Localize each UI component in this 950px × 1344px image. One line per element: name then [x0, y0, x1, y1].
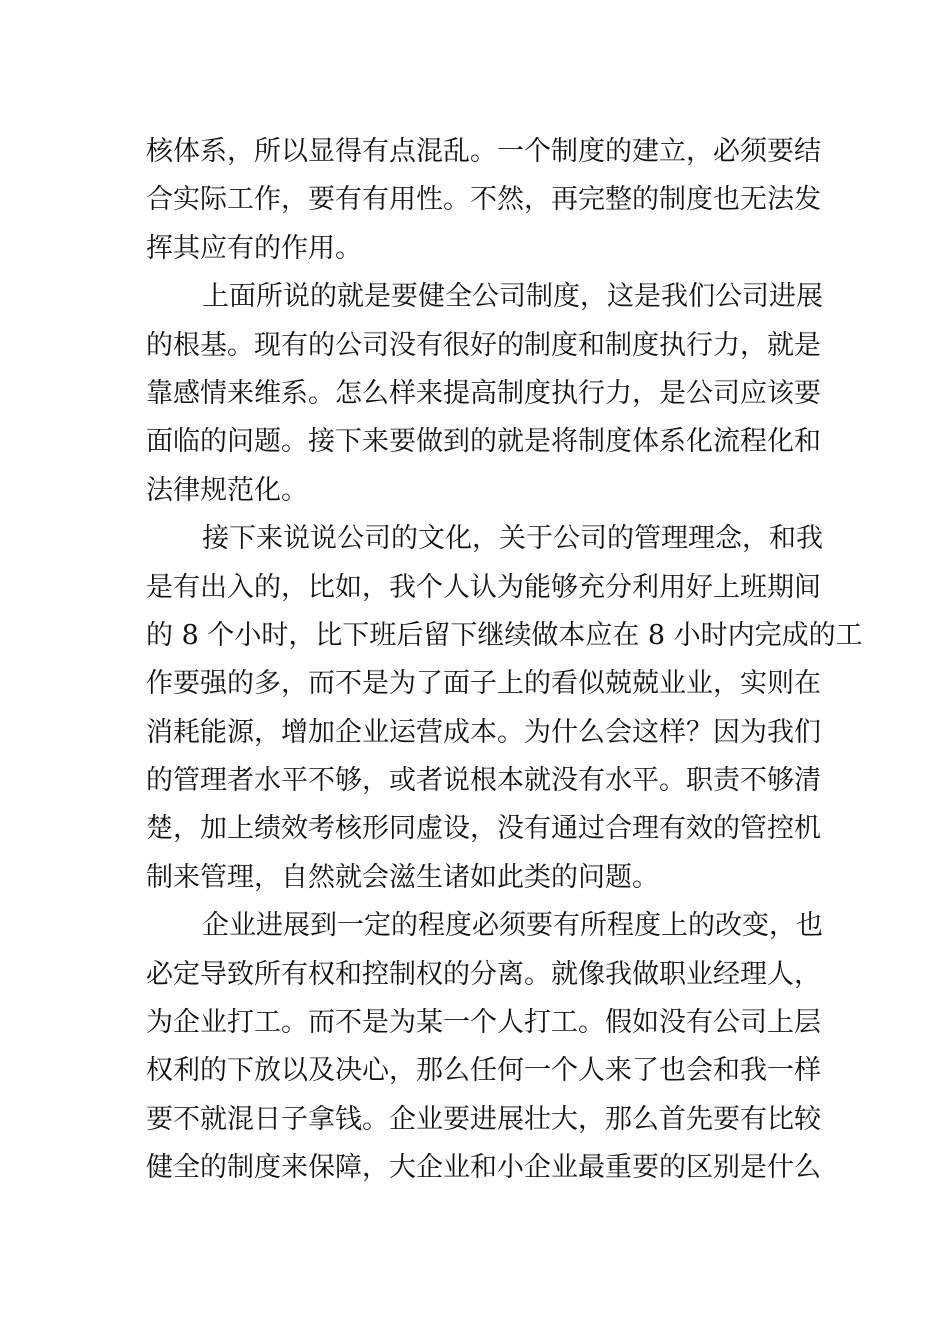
text-line: 权利的下放以及决心，那么任何一个人来了也会和我一样 — [146, 1055, 821, 1087]
text-line: 挥其应有的作用。 — [146, 232, 362, 264]
text-line: 接下来说说公司的文化，关于公司的管理理念，和我 — [202, 523, 823, 555]
text-line: 法律规范化。 — [146, 474, 308, 506]
text-line: 消耗能源，增加企业运营成本。为什么会这样？因为我们 — [146, 716, 821, 748]
text-line: 必定导致所有权和控制权的分离。就像我做职业经理人， — [146, 958, 821, 990]
text-line: 合实际工作，要有有用性。不然，再完整的制度也无法发 — [146, 184, 821, 216]
text-line: 的 8 个小时，比下班后留下继续做本应在 8 小时内完成的工 — [146, 619, 863, 651]
text-line: 的管理者水平不够，或者说根本就没有水平。职责不够清 — [146, 765, 821, 797]
paragraph-4 — [146, 902, 823, 1192]
text-line: 楚，加上绩效考核形同虚设，没有通过合理有效的管控机 — [146, 813, 821, 845]
text-line: 企业进展到一定的程度必须要有所程度上的改变，也 — [202, 910, 823, 942]
text-line: 要不就混日子拿钱。企业要进展壮大，那么首先要有比较 — [146, 1103, 821, 1135]
text-line: 健全的制度来保障，大企业和小企业最重要的区别是什么 — [146, 1152, 821, 1184]
text-line: 上面所说的就是要健全公司制度，这是我们公司进展 — [202, 281, 823, 313]
text-line: 为企业打工。而不是为某一个人打工。假如没有公司上层 — [146, 1007, 821, 1039]
text-line: 核体系，所以显得有点混乱。一个制度的建立，必须要结 — [146, 136, 821, 167]
text-line: 作要强的多，而不是为了面子上的看似兢兢业业，实则在 — [146, 668, 821, 700]
paragraph-3 — [146, 515, 863, 902]
text-line: 靠感情来维系。怎么样来提高制度执行力，是公司应该要 — [146, 377, 821, 409]
text-line: 面临的问题。接下来要做到的就是将制度体系化流程化和 — [146, 426, 821, 458]
document-body — [146, 128, 863, 1193]
text-line: 的根基。现有的公司没有很好的制度和制度执行力，就是 — [146, 329, 821, 361]
text-line: 制来管理，自然就会滋生诸如此类的问题。 — [146, 861, 659, 893]
paragraph-1 — [146, 128, 821, 273]
text-line: 是有出入的，比如，我个人认为能够充分利用好上班期间 — [146, 571, 821, 603]
paragraph-2 — [146, 273, 823, 515]
